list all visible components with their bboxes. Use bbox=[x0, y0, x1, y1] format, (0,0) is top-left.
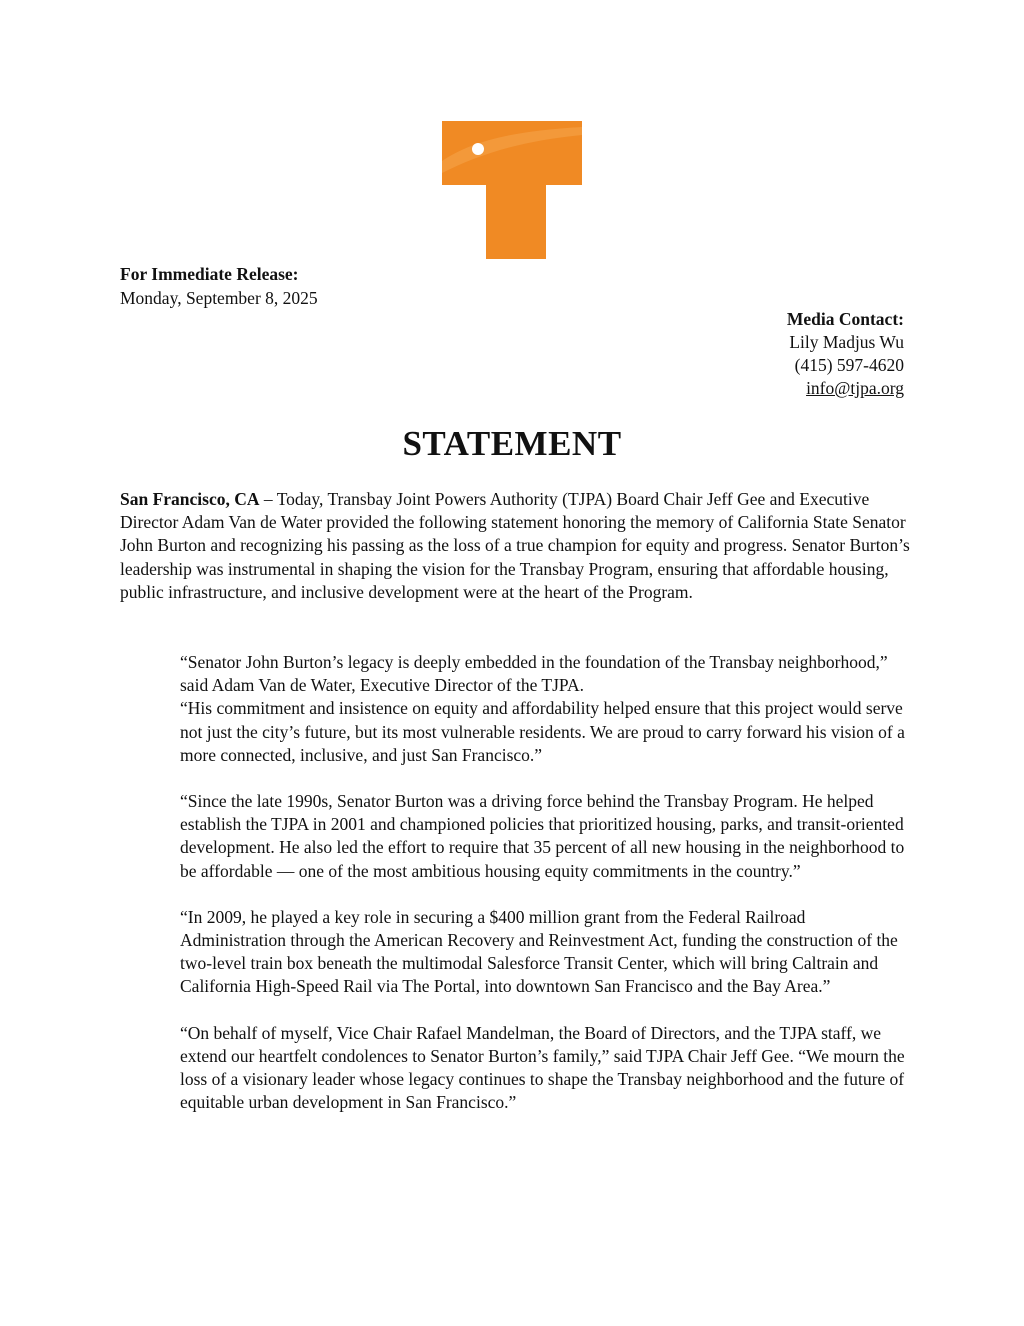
dateline: San Francisco, CA bbox=[120, 489, 260, 509]
release-date: Monday, September 8, 2025 bbox=[120, 288, 318, 308]
release-label: For Immediate Release: bbox=[120, 264, 299, 284]
quote-paragraph: “His commitment and insistence on equity and affordability helped ensure that this project would serve not just the city’s future, but its most vulnerable residents. We are proud to carry forward his vision of a more connected, inclusive, and just San Francisco.” bbox=[180, 698, 905, 765]
quote-paragraph: “On behalf of myself, Vice Chair Rafael Mandelman, the Board of Directors, and the TJPA staff, we extend our heartfelt condolences to Senator Burton’s family,” said TJPA Chair Jeff Gee. “We mourn the loss of a visionary leader whose legacy continues to shape the Transbay neighborhood and the future of equitable urban development in San Francisco.” bbox=[180, 1022, 905, 1113]
tjpa-t-logo-icon bbox=[442, 121, 582, 261]
intro-paragraph bbox=[120, 488, 910, 604]
page-title: STATEMENT bbox=[402, 424, 622, 463]
media-contact-name: Lily Madjus Wu bbox=[789, 332, 904, 352]
media-contact-label: Media Contact: bbox=[786, 309, 904, 329]
quote-paragraph: “Senator John Burton’s legacy is deeply embedded in the foundation of the Transbay neighborhood,” said Adam Van de Water, Executive Director of the TJPA. bbox=[180, 652, 888, 696]
quotes-block bbox=[180, 651, 905, 1137]
media-contact-phone: (415) 597-4620 bbox=[794, 355, 904, 375]
quote-paragraph: “Since the late 1990s, Senator Burton was a driving force behind the Transbay Program. He helped establish the TJPA in 2001 and championed policies that prioritized housing, parks, and transit-oriented development. He also led the effort to require that 35 percent of all new housing in the neighborhood to be affordable — one of the most ambitious housing equity commitments in the country.” bbox=[180, 791, 905, 881]
quote-paragraph: “In 2009, he played a key role in securing a $400 million grant from the Federal Railroad Administration through the American Recovery and Reinvestment Act, funding the construction of the two-level train box beneath the multimodal Salesforce Transit Center, which will bring Caltrain and California High-Speed Rail via The Portal, into downtown San Francisco and the Bay Area.” bbox=[180, 906, 898, 997]
media-contact-email-link[interactable]: info@tjpa.org bbox=[806, 378, 904, 398]
release-block bbox=[120, 262, 318, 310]
intro-text: – Today, Transbay Joint Powers Authority (TJPA) Board Chair Jeff Gee and Executive Director Adam Van de Water provided the following statement honoring the memory of California State Senator John Burton and recognizing his passing as the loss of a true champion for equity and progress. Senator Burton’s leadership was instrumental in shaping the vision for the Transbay Program, ensuring that affordable housing, public infrastructure, and inclusive development were at the heart of the Program. bbox=[120, 489, 910, 602]
media-contact-block bbox=[787, 308, 904, 400]
